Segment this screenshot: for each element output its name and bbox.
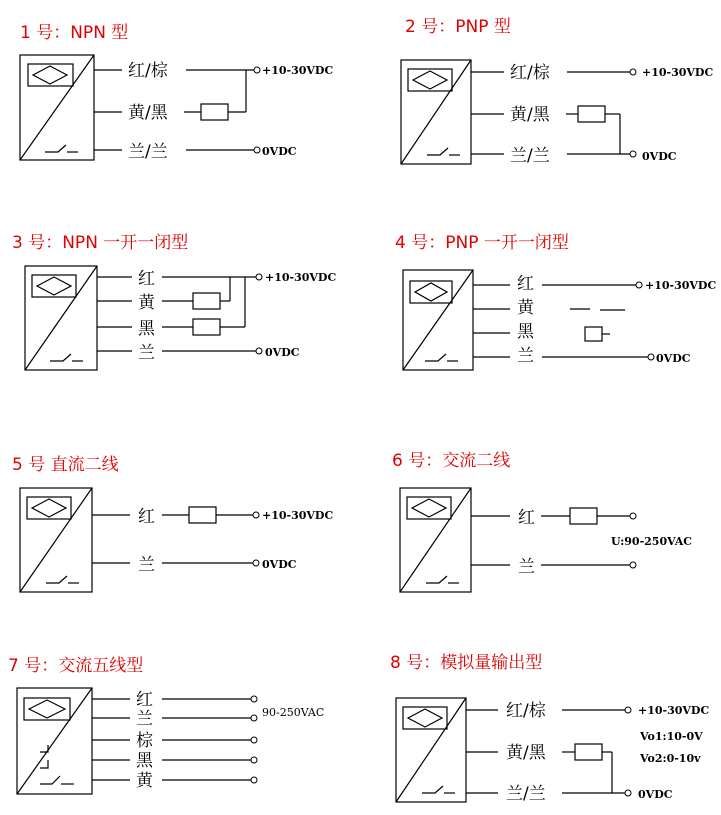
wire-label: 黑 [138,319,155,339]
diagram-6-title: 6 号：交流二线 [392,451,511,471]
diagram-3-title: 3 号：NPN 一开一闭型 [12,233,189,253]
wire-label: 黄/黑 [128,103,168,123]
diagram-6-ac-two-wire [392,451,692,592]
diagram-5-dc-two-wire [12,455,333,592]
output-range-label: Vo2:0-10v [640,752,701,765]
load-resistor [189,507,216,523]
terminal-circle [648,354,654,360]
wire-label: 黑 [136,751,153,771]
terminal-circle [256,348,262,354]
wire-label: 兰/兰 [128,142,168,162]
load-resistor [201,104,228,120]
diagram-2-pnp [401,17,713,166]
voltage-label: +10-30VDC [638,704,710,717]
diagram-5-title: 5 号 直流二线 [12,455,119,475]
voltage-label: U:90-250VAC [611,535,693,548]
terminal-circle [630,513,636,519]
wire-label: 棕 [136,731,153,751]
wire-label: 黄/黑 [510,105,550,125]
voltage-label: +10-30VDC [265,271,337,284]
voltage-label: 0VDC [642,150,677,163]
terminal-circle [254,147,260,153]
wire-label: 兰/兰 [510,146,550,166]
voltage-label: +10-30VDC [645,279,717,292]
wire-label: 红 [138,507,155,527]
output-range-label: Vo1:10-0V [640,730,703,743]
terminal-circle [630,69,636,75]
wire-label: 兰 [518,557,535,577]
load-resistor [193,319,220,335]
terminal-circle [251,715,257,721]
sensor-box [20,55,94,160]
sensor-box [20,488,92,592]
diagram-7-ac-five-wire [8,656,324,794]
wire-label: 红 [518,508,535,528]
voltage-label: 0VDC [638,788,673,801]
wire-label: 红 [138,269,155,289]
voltage-label: +10-30VDC [262,509,334,522]
sensor-box [17,688,92,794]
wire-label: 红/棕 [506,701,546,721]
terminal-circle [630,562,636,568]
voltage-label: +10-30VDC [642,66,714,79]
terminal-circle [251,737,257,743]
voltage-label: 0VDC [262,558,297,571]
wire-label: 红 [517,274,534,294]
terminal-circle [256,274,262,280]
diagram-8-title: 8 号：模拟量输出型 [390,653,543,673]
wire-label: 兰 [138,343,155,363]
load-resistor [575,744,602,760]
diagram-1-title: 1 号：NPN 型 [20,23,129,43]
voltage-label: 0VDC [656,352,691,365]
wire-label: 黄/黑 [506,743,546,763]
sensor-box [396,698,466,802]
voltage-label: 0VDC [262,145,297,158]
wire-label: 兰 [517,346,534,366]
diagram-8-analog-output [390,653,709,804]
terminal-circle [630,151,636,157]
diagram-1-npn [20,23,333,162]
wire-label: 黄 [138,293,155,313]
diagram-4-title: 4 号：PNP 一开一闭型 [395,233,569,253]
sensor-box [401,60,471,164]
sensor-box [403,270,473,370]
terminal-circle [251,777,257,783]
diagram-2-title: 2 号：PNP 型 [405,17,511,37]
wire-label: 黑 [517,322,534,342]
wire-label: 兰/兰 [506,784,546,804]
load-resistor [193,293,220,309]
diagram-4-pnp-no-nc [395,233,716,370]
terminal-circle [625,707,631,713]
voltage-label: 90-250VAC [262,706,325,719]
wire-label: 红/棕 [510,63,550,83]
terminal-circle [253,560,259,566]
wire-label: 黄 [136,771,153,791]
terminal-circle [253,512,259,518]
load-resistor [570,508,597,524]
load-resistor [585,327,602,341]
wire-label: 红 [136,690,153,710]
sensor-box [400,488,471,592]
sensor-box [25,266,97,370]
voltage-label: +10-30VDC [262,64,334,77]
diagram-7-title: 7 号：交流五线型 [8,656,144,676]
wire-label: 红/棕 [128,61,168,81]
terminal-circle [251,696,257,702]
terminal-circle [251,757,257,763]
wire-label: 兰 [138,555,155,575]
diagram-3-npn-no-nc [12,233,336,370]
terminal-circle [636,282,642,288]
voltage-label: 0VDC [265,346,300,359]
wire-label: 兰 [136,709,153,729]
terminal-circle [625,790,631,796]
terminal-circle [254,67,260,73]
wire-label: 黄 [517,298,534,318]
load-resistor [578,106,605,122]
